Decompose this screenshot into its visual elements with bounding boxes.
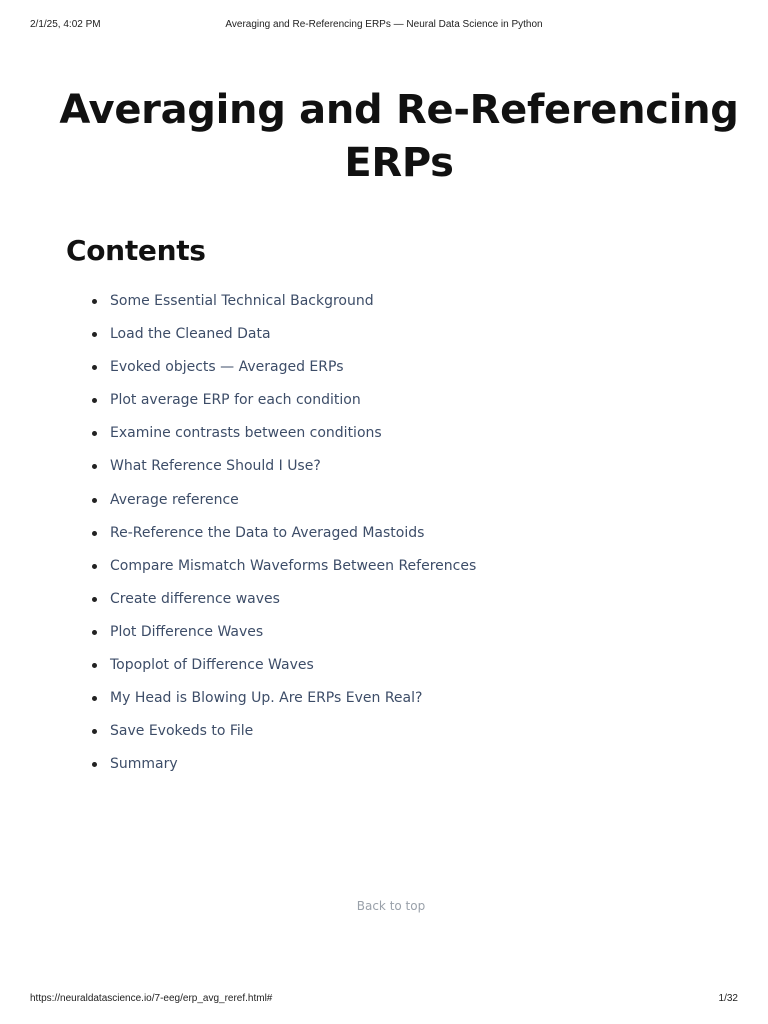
toc-item [92,715,476,748]
toc-link-technical-background[interactable]: Some Essential Technical Background [110,293,374,309]
bullet-icon [92,464,97,469]
toc-item [92,583,476,616]
toc-link-topoplot[interactable]: Topoplot of Difference Waves [110,657,314,674]
page-title: Averaging and Re-Referencing ERPs [59,87,739,186]
toc-item [92,318,476,351]
bullet-icon [92,531,97,536]
bullet-icon [92,431,97,436]
bullet-icon [92,564,97,569]
toc-link-average-reference[interactable]: Average reference [110,491,239,508]
bullet-icon [92,663,97,668]
toc-item [92,484,476,517]
toc-link-plot-difference-waves[interactable]: Plot Difference Waves [110,623,264,640]
toc-item [92,517,476,550]
toc-item [92,748,476,781]
bullet-icon [92,729,97,734]
print-header-document-title: Averaging and Re-Referencing ERPs — Neural Data Science in Python [225,19,543,30]
toc-link-examine-contrasts[interactable]: Examine contrasts between conditions [110,425,382,442]
toc-link-plot-average-erp[interactable]: Plot average ERP for each condition [110,392,361,409]
toc-link-summary[interactable]: Summary [110,756,178,773]
toc-link-re-reference-mastoids[interactable]: Re-Reference the Data to Averaged Mastoids [110,524,425,541]
print-footer-url: https://neuraldatascience.io/7-eeg/erp_avg_reref.html# [30,993,273,1004]
toc-item [92,682,476,715]
bullet-icon [92,299,97,304]
toc-link-compare-mismatch[interactable]: Compare Mismatch Waveforms Between References [110,557,477,574]
bullet-icon [92,696,97,701]
toc-item [92,384,476,417]
toc-item [92,417,476,450]
bullet-icon [92,762,97,767]
toc-link-head-blowing-up[interactable]: My Head is Blowing Up. Are ERPs Even Real? [110,690,423,707]
toc-link-load-cleaned-data[interactable]: Load the Cleaned Data [110,326,271,343]
toc-link-create-difference-waves[interactable]: Create difference waves [110,590,280,607]
contents-heading: Contents [66,234,206,267]
toc-item [92,616,476,649]
bullet-icon [92,498,97,503]
table-of-contents [92,285,476,781]
print-header-datetime: 2/1/25, 4:02 PM [30,19,101,30]
toc-item [92,550,476,583]
back-to-top-link[interactable]: Back to top [356,899,426,913]
toc-link-what-reference[interactable]: What Reference Should I Use? [110,458,321,475]
print-footer-page-indicator: 1/32 [718,993,738,1004]
toc-link-save-evokeds[interactable]: Save Evokeds to File [110,723,254,740]
toc-link-evoked-objects[interactable]: Evoked objects — Averaged ERPs [110,359,344,376]
bullet-icon [92,332,97,337]
toc-item [92,450,476,483]
bullet-icon [92,597,97,602]
bullet-icon [92,398,97,403]
toc-item [92,351,476,384]
bullet-icon [92,630,97,635]
toc-item [92,285,476,318]
toc-item [92,649,476,682]
bullet-icon [92,365,97,370]
